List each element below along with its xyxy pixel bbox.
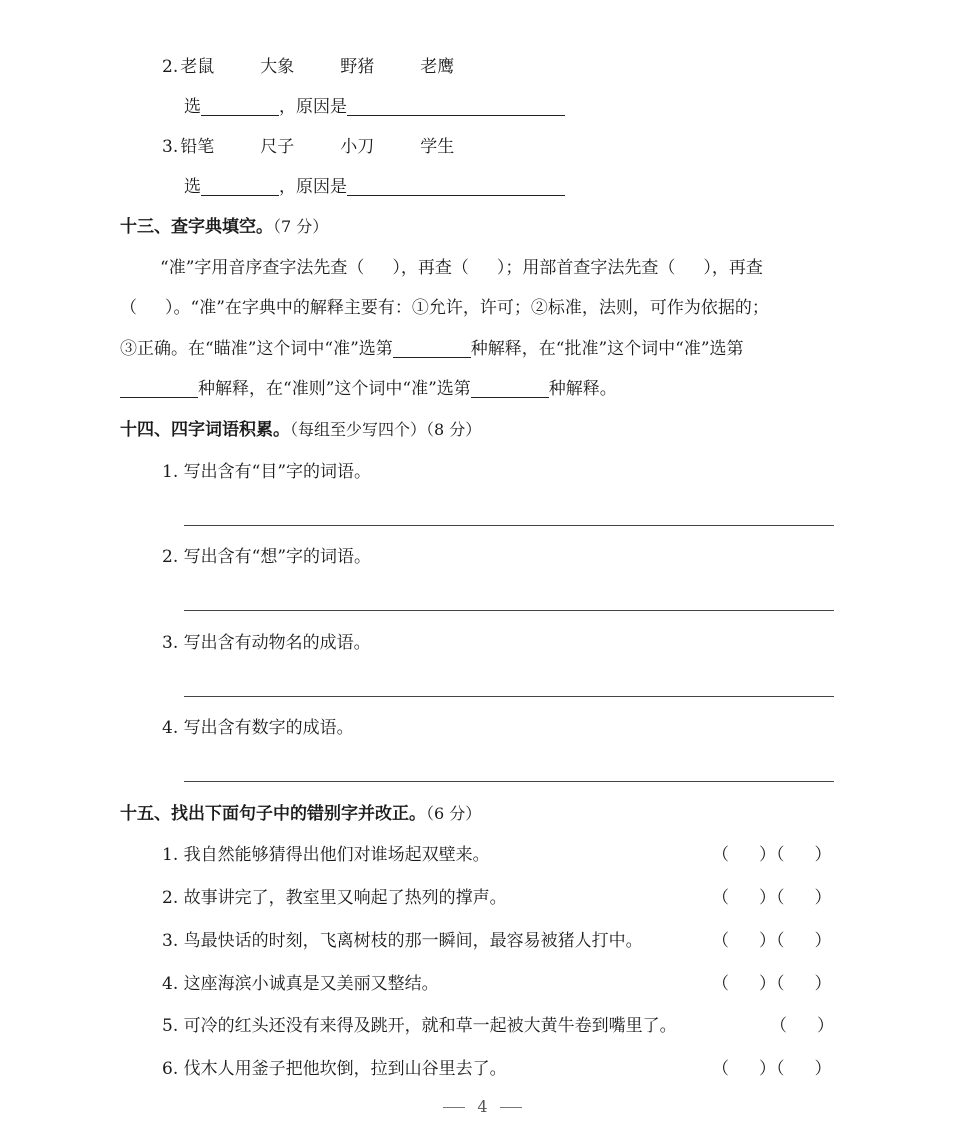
select-label: 选 (184, 177, 201, 197)
q12-item-2-number: 2. (162, 57, 179, 77)
q12-item-2-answer (184, 95, 565, 119)
select-blank[interactable] (201, 177, 279, 196)
q13-heading (120, 215, 328, 239)
q14-points: （每组至少写四个）（8 分） (290, 420, 482, 439)
q12-item-3-answer (184, 175, 565, 199)
paren-open: （ (770, 1016, 787, 1036)
reason-label: ，原因是 (279, 97, 347, 117)
answer-line[interactable] (184, 781, 834, 782)
q13-text: ），再查 (703, 258, 763, 278)
q13-text: “准”字用音序查字法先查（ (160, 258, 365, 278)
answer-line[interactable] (184, 610, 834, 611)
q12-item-2-word: 野猪 (340, 57, 375, 77)
q15-title: 十五、找出下面句子中的错别字并改正。 (120, 804, 426, 824)
q13-text: （ (120, 298, 137, 318)
page-number (0, 1097, 965, 1116)
paren-open: （ (712, 845, 729, 865)
q12-item-2-word: 老鹰 (420, 57, 455, 77)
correction-parens[interactable] (712, 972, 832, 996)
q12-item-3 (162, 135, 454, 159)
paren-open: （ (776, 1059, 785, 1079)
q12-item-3-word: 铅笔 (180, 137, 215, 157)
correction-parens[interactable] (770, 1014, 834, 1038)
correction-parens[interactable] (712, 843, 832, 867)
q13-line-3 (120, 337, 744, 361)
q14-item: 4. 写出含有数字的成语。 (162, 718, 354, 738)
answer-line[interactable] (184, 696, 834, 697)
paren-open: （ (776, 845, 785, 865)
paren-open: （ (712, 888, 729, 908)
q15-sentence: 2. 故事讲完了，教室里又响起了热列的撑声。 (162, 888, 507, 908)
reason-blank[interactable] (347, 177, 565, 196)
q14-item: 3. 写出含有动物名的成语。 (162, 633, 371, 653)
paren-close: ） (759, 974, 776, 994)
q14-item: 1. 写出含有“目”字的词语。 (162, 462, 372, 482)
reason-blank[interactable] (347, 97, 565, 116)
q13-text: ③正确。在“瞄准”这个词中“准”选第 (120, 339, 393, 359)
fill-blank[interactable] (120, 379, 198, 398)
q13-line-1 (160, 256, 763, 280)
paren-open: （ (776, 888, 785, 908)
paren-open: （ (776, 931, 785, 951)
page-number-dash (500, 1107, 522, 1108)
paren-close: ） (814, 974, 832, 994)
correction-parens[interactable] (712, 1057, 832, 1081)
q13-title: 十三、查字典填空。 (120, 217, 273, 237)
q13-points: （7 分） (273, 217, 329, 236)
q12-item-3-word: 尺子 (260, 137, 295, 157)
q14-item: 2. 写出含有“想”字的词语。 (162, 547, 372, 567)
q12-item-2-word: 大象 (260, 57, 295, 77)
q12-item-3-number: 3. (162, 137, 179, 157)
fill-blank[interactable] (393, 339, 471, 358)
correction-parens[interactable] (712, 929, 832, 953)
answer-line[interactable] (184, 525, 834, 526)
q13-text: ），再查（ (392, 258, 469, 278)
q14-title: 十四、四字词语积累。 (120, 420, 290, 440)
fill-blank[interactable] (471, 379, 549, 398)
select-label: 选 (184, 97, 201, 117)
q13-text: ）。“准”在字典中的解释主要有：①允许，许可；②标准，法则，可作为依据的； (165, 298, 769, 318)
q12-item-3-word: 学生 (420, 137, 455, 157)
q12-item-3-word: 小刀 (340, 137, 375, 157)
q15-sentence: 1. 我自然能够猜得出他们对谁场起双壁来。 (162, 845, 490, 865)
q15-sentence: 4. 这座海滨小诚真是又美丽又整结。 (162, 974, 439, 994)
page-number-dash (443, 1107, 465, 1108)
paren-open: （ (712, 931, 729, 951)
q13-text: 种解释，在“准则”这个词中“准”选第 (198, 379, 471, 399)
paren-close: ） (814, 888, 832, 908)
select-blank[interactable] (201, 97, 279, 116)
paren-close: ） (814, 931, 832, 951)
q15-heading (120, 802, 481, 826)
paren-close: ） (759, 845, 776, 865)
paren-close: ） (759, 888, 776, 908)
paren-close: ） (814, 845, 832, 865)
q12-item-2-word: 老鼠 (180, 57, 215, 77)
q13-text: 种解释，在“批准”这个词中“准”选第 (470, 339, 744, 359)
paren-open: （ (712, 974, 729, 994)
paren-close: ） (814, 1059, 832, 1079)
q12-item-2 (162, 55, 454, 79)
q13-text: ）；用部首查字法先查（ (496, 258, 676, 278)
q14-heading (120, 418, 481, 442)
q13-line-4 (120, 377, 617, 401)
q15-sentence: 3. 鸟最快话的时刻，飞离树枝的那一瞬间，最容易被猪人打中。 (162, 931, 643, 951)
correction-parens[interactable] (712, 886, 832, 910)
paren-close: ） (759, 931, 776, 951)
paren-close: ） (817, 1016, 834, 1036)
page-number-value: 4 (477, 1097, 488, 1116)
q13-line-2 (120, 296, 769, 320)
paren-close: ） (759, 1059, 776, 1079)
reason-label: ，原因是 (279, 177, 347, 197)
q15-sentence: 6. 伐木人用釜子把他坎倒，拉到山谷里去了。 (162, 1059, 507, 1079)
q15-points: （6 分） (426, 804, 482, 823)
paren-open: （ (776, 974, 785, 994)
paren-open: （ (712, 1059, 729, 1079)
q15-sentence: 5. 可冷的红头还没有来得及跳开，就和草一起被大黄牛卷到嘴里了。 (162, 1016, 677, 1036)
q13-text: 种解释。 (548, 379, 617, 399)
